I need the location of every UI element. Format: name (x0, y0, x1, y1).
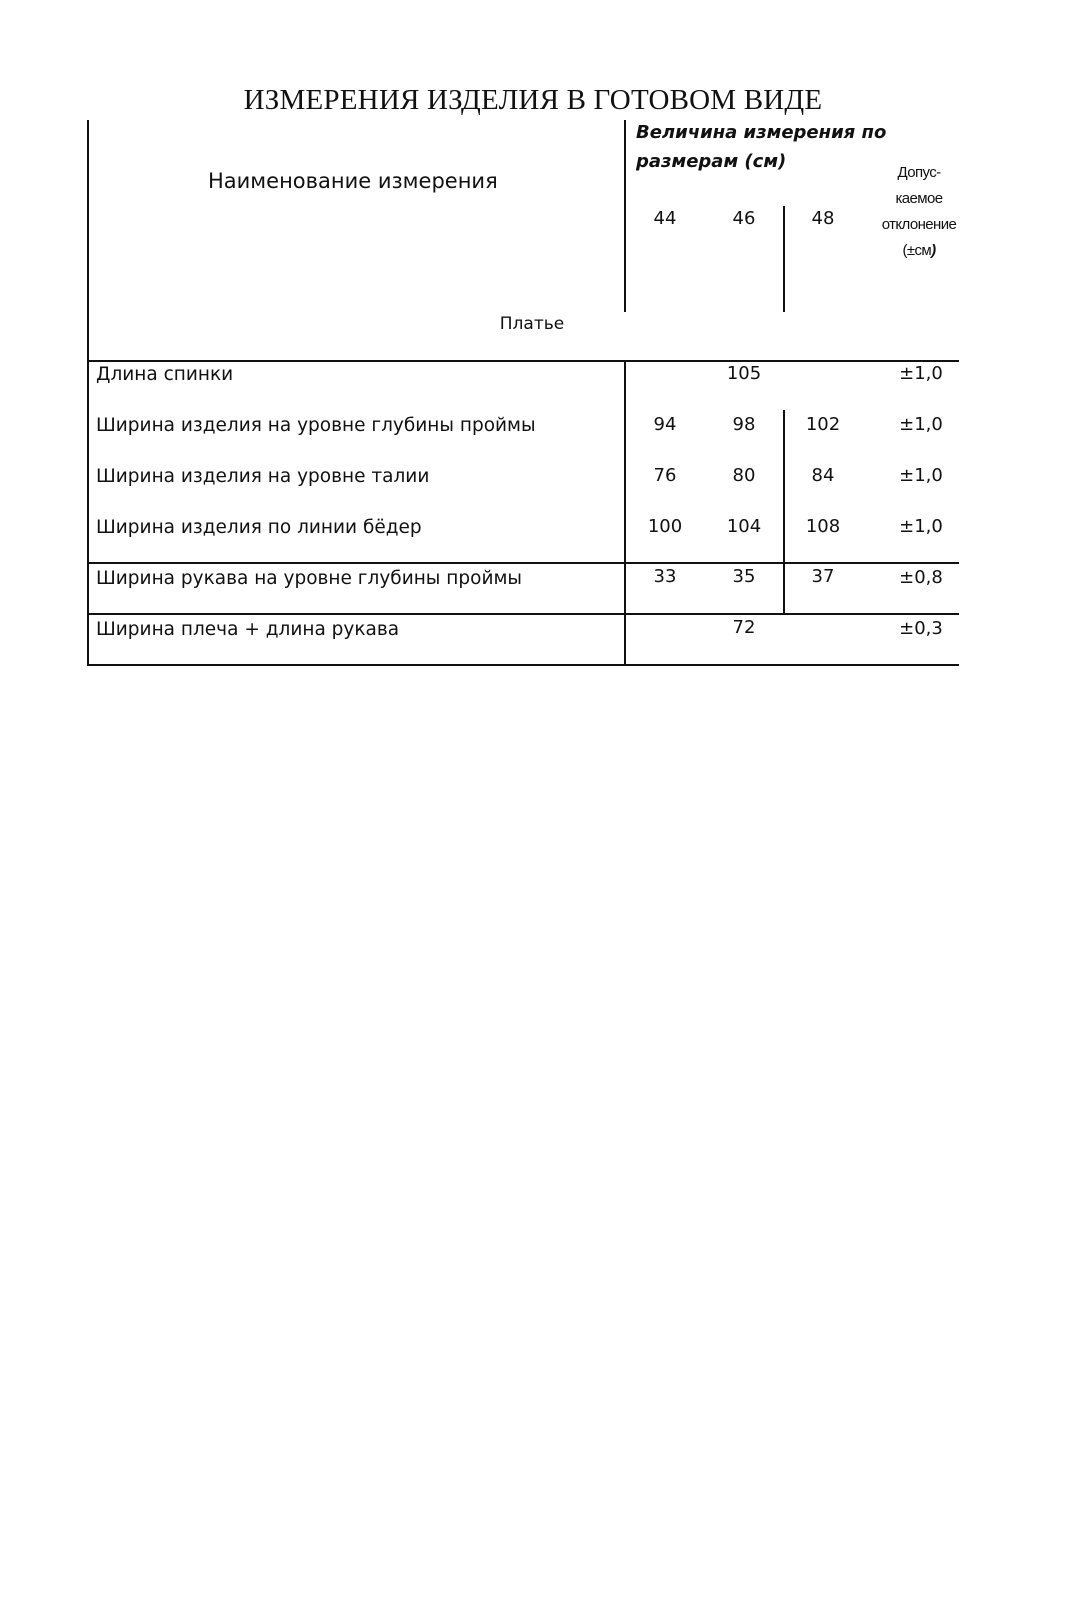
row-value-46: 98 (732, 414, 756, 435)
tolerance-line-2: каемое (895, 190, 943, 207)
column-header-name: Наименование измерения (208, 169, 498, 193)
row-label: Ширина изделия на уровне глубины проймы (96, 415, 536, 436)
table-left-border (87, 120, 89, 666)
body-size-divider (783, 410, 785, 614)
group-divider-1 (87, 562, 959, 564)
row-label: Ширина плеча + длина рукава (96, 619, 400, 640)
row-merged-value: 72 (732, 617, 756, 638)
column-header-values-line2: размерам (см) (636, 151, 787, 172)
tolerance-line-4 (874, 238, 964, 264)
row-label: Длина спинки (96, 364, 234, 385)
size-44-header: 44 (653, 208, 677, 229)
body-values-divider (624, 360, 626, 666)
row-tolerance: ±1,0 (899, 516, 943, 537)
table-bottom-border (87, 664, 959, 666)
row-tolerance: ±0,3 (899, 618, 943, 639)
row-value-48: 37 (811, 566, 835, 587)
row-value-44: 33 (653, 566, 677, 587)
row-value-46: 104 (726, 516, 762, 537)
row-tolerance: ±1,0 (899, 363, 943, 384)
size-46-header: 46 (732, 208, 756, 229)
row-tolerance: ±0,8 (899, 567, 943, 588)
row-value-46: 80 (732, 465, 756, 486)
tolerance-line-1: Допус- (897, 164, 941, 181)
tolerance-unit: (±см (902, 242, 932, 259)
column-header-tolerance (874, 160, 964, 264)
row-label: Ширина рукава на уровне глубины проймы (96, 568, 523, 589)
row-label: Ширина изделия по линии бёдер (96, 517, 422, 538)
tolerance-line-3: отклонение (881, 216, 957, 233)
row-value-44: 100 (647, 516, 683, 537)
size-48-header: 48 (811, 208, 835, 229)
row-value-46: 35 (732, 566, 756, 587)
group-divider-2 (87, 613, 959, 615)
header-values-divider (624, 120, 626, 312)
page-title: ИЗМЕРЕНИЯ ИЗДЕЛИЯ В ГОТОВОМ ВИДЕ (243, 84, 823, 116)
row-value-44: 76 (653, 465, 677, 486)
row-tolerance: ±1,0 (899, 414, 943, 435)
row-value-48: 84 (811, 465, 835, 486)
tolerance-paren: ) (931, 242, 936, 259)
row-value-44: 94 (653, 414, 677, 435)
header-bottom-border (87, 360, 959, 362)
garment-subtitle: Платье (499, 314, 565, 334)
header-size-divider (783, 206, 785, 312)
row-tolerance: ±1,0 (899, 465, 943, 486)
column-header-values-line1: Величина измерения по (636, 122, 887, 143)
row-value-48: 102 (805, 414, 841, 435)
row-merged-value: 105 (726, 363, 762, 384)
row-label: Ширина изделия на уровне талии (96, 466, 430, 487)
row-value-48: 108 (805, 516, 841, 537)
